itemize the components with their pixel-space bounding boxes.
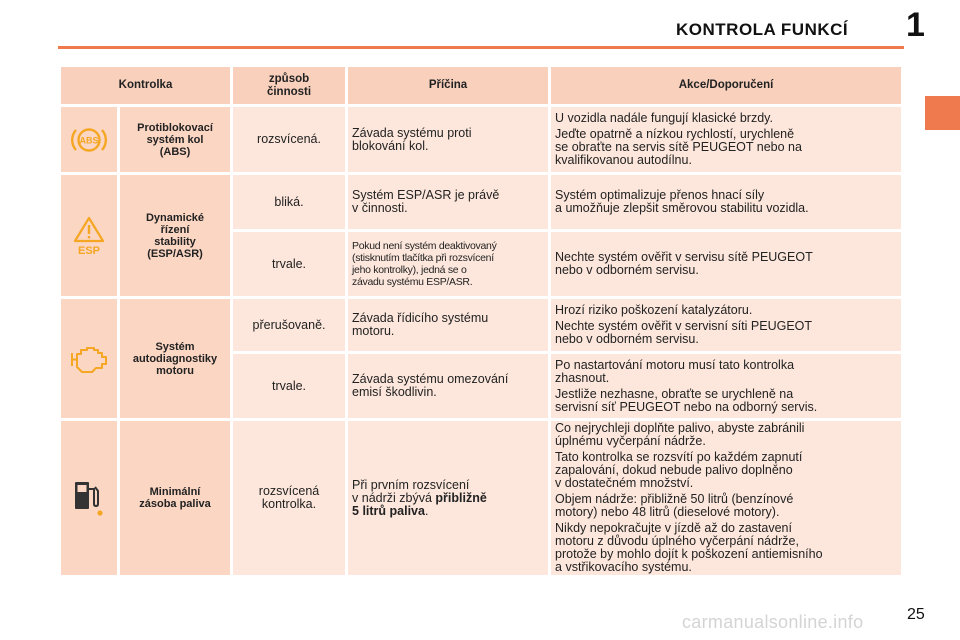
svg-text:ESP: ESP xyxy=(77,244,101,256)
action-line: U vozidla nadále fungují klasické brzdy. xyxy=(555,111,773,125)
abs-warning-icon xyxy=(61,107,117,172)
table-header-row xyxy=(61,67,901,104)
action-line: Objem nádrže: přibližně 50 litrů (benzínové motory) nebo 48 litrů (dieselové motory). xyxy=(555,492,794,519)
action-line: Jestliže nezhasne, obraťte se urychleně na servisní síť PEUGEOT nebo na odborný servis. xyxy=(555,386,818,414)
operation-mode: rozsvícená kontrolka. xyxy=(233,421,345,575)
action-line: Co nejrychleji doplňte palivo, abyste zabránili úplnému vyčerpání nádrže. xyxy=(555,421,805,448)
operation-mode: trvale. xyxy=(233,232,345,296)
watermark: carmanualsonline.info xyxy=(682,612,864,632)
cause-text: Závada systému proti blokování kol. xyxy=(348,107,548,172)
engine-warning-icon xyxy=(61,299,117,418)
action-text xyxy=(551,299,901,351)
action-text xyxy=(551,354,901,418)
indicator-name: Minimální zásoba paliva xyxy=(120,421,230,575)
table-row xyxy=(61,175,901,229)
action-text xyxy=(551,107,901,172)
operation-mode: bliká. xyxy=(233,175,345,229)
chapter-tab xyxy=(925,96,960,130)
esp-warning-icon xyxy=(61,175,117,296)
cause-text xyxy=(348,421,548,575)
cause-text: Systém ESP/ASR je právě v činnosti. xyxy=(348,175,548,229)
col-header-pricina: Příčina xyxy=(348,67,548,104)
action-text: Nechte systém ověřit v servisu sítě PEUGEOT nebo v odborném servisu. xyxy=(551,232,901,296)
action-line: Hrozí riziko poškození katalyzátoru. xyxy=(555,303,753,317)
cause-text-bold: přibližně 5 litrů paliva xyxy=(352,490,487,518)
action-line: Po nastartování motoru musí tato kontrolka zhasnout. xyxy=(555,357,795,385)
table-row xyxy=(61,299,901,351)
indicator-name: Dynamické řízení stability (ESP/ASR) xyxy=(120,175,230,296)
operation-mode: trvale. xyxy=(233,354,345,418)
action-line: Nechte systém ověřit v servisní síti PEUGEOT nebo v odborném servisu. xyxy=(555,319,813,346)
svg-text:ABS: ABS xyxy=(79,135,99,145)
cause-text-part: Při prvním rozsvícení v nádrži zbývá xyxy=(352,477,470,505)
chapter-number: 1 xyxy=(906,6,925,44)
header-rule xyxy=(58,46,904,49)
cause-text: Závada systému omezování emisí škodlivin. xyxy=(348,354,548,418)
table-row xyxy=(61,421,901,575)
table-row xyxy=(61,107,901,172)
col-header-zpusob: způsob činnosti xyxy=(233,67,345,104)
col-header-kontrolka: Kontrolka xyxy=(61,67,230,104)
col-header-akce: Akce/Doporučení xyxy=(551,67,901,104)
operation-mode: přerušovaně. xyxy=(233,299,345,351)
page-title: KONTROLA FUNKCÍ xyxy=(676,20,849,39)
action-line: Nikdy nepokračujte v jízdě až do zastavení motoru z důvodu úplného vyčerpání nádrže, protože by mohlo dojít k poškození antiemisního a vstřikovacího systému. xyxy=(555,521,823,574)
operation-mode: rozsvícená. xyxy=(233,107,345,172)
fuel-pump-icon xyxy=(61,421,117,575)
indicator-name: Protiblokovací systém kol (ABS) xyxy=(120,107,230,172)
action-line: Tato kontrolka se rozsvítí po každém zapnutí zapalování, dokud nebude palivo doplněno v dostatečném množství. xyxy=(555,450,803,490)
cause-text-part: . xyxy=(424,503,429,518)
action-line: Jeďte opatrně a nízkou rychlostí, urychleně se obraťte na servis sítě PEUGEOT nebo na kvalifikovanou autodílnu. xyxy=(555,127,802,167)
action-text xyxy=(551,421,901,575)
cause-text: Pokud není systém deaktivovaný (stisknutím tlačítka při rozsvícení jeho kontrolky), jedná se o závadu systému ESP/ASR. xyxy=(348,232,548,296)
page-number: 25 xyxy=(907,606,925,623)
warning-lights-table xyxy=(58,64,904,578)
cause-text: Závada řídicího systému motoru. xyxy=(348,299,548,351)
action-text: Systém optimalizuje přenos hnací síly a umožňuje zlepšit směrovou stabilitu vozidla. xyxy=(551,175,901,229)
indicator-name: Systém autodiagnostiky motoru xyxy=(120,299,230,418)
